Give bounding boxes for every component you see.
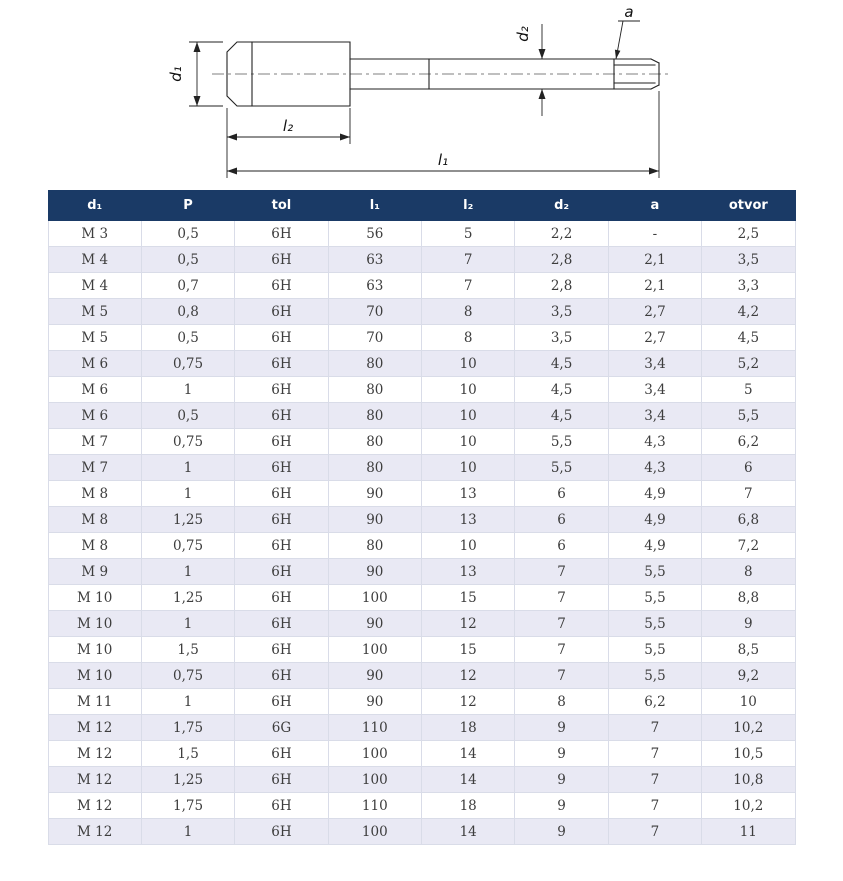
table-cell: 15 [422, 585, 515, 611]
table-cell: M 10 [48, 637, 141, 663]
table-cell: 10 [702, 689, 795, 715]
tap-drawing-svg [82, 4, 762, 186]
table-row [48, 299, 795, 325]
table-cell: 10 [422, 351, 515, 377]
table-cell: M 12 [48, 741, 141, 767]
table-cell: 0,75 [141, 351, 234, 377]
table-cell: 7 [515, 611, 608, 637]
table-row [48, 403, 795, 429]
table-cell: 2,1 [608, 273, 701, 299]
table-cell: 12 [422, 611, 515, 637]
table-cell: 5,5 [608, 611, 701, 637]
table-cell: 7 [515, 559, 608, 585]
table-cell: 7 [608, 715, 701, 741]
table-cell: 100 [328, 767, 421, 793]
table-header-cell: P [141, 191, 234, 221]
table-cell: 7 [608, 793, 701, 819]
table-cell: M 4 [48, 273, 141, 299]
table-cell: M 10 [48, 663, 141, 689]
table-cell: 7 [422, 273, 515, 299]
table-cell: 1,5 [141, 741, 234, 767]
table-cell: 6H [235, 403, 328, 429]
table-cell: 5,2 [702, 351, 795, 377]
table-cell: 6H [235, 767, 328, 793]
table-cell: 7 [515, 637, 608, 663]
table-cell: 10,2 [702, 715, 795, 741]
table-cell: 10,8 [702, 767, 795, 793]
table-cell: 4,5 [702, 325, 795, 351]
table-row [48, 351, 795, 377]
d2-label: d₂ [513, 26, 532, 42]
table-cell: 3,4 [608, 403, 701, 429]
table-cell: 90 [328, 481, 421, 507]
table-cell: 7 [515, 585, 608, 611]
technical-drawing [0, 0, 843, 188]
table-row [48, 689, 795, 715]
table-cell: 90 [328, 611, 421, 637]
table-cell: 2,5 [702, 221, 795, 247]
table-cell: 6,8 [702, 507, 795, 533]
table-cell: 10,5 [702, 741, 795, 767]
table-cell: 7 [608, 819, 701, 845]
table-cell: 1 [141, 377, 234, 403]
table-cell: 0,75 [141, 663, 234, 689]
table-cell: 6H [235, 299, 328, 325]
table-cell: 1 [141, 611, 234, 637]
table-cell: 90 [328, 507, 421, 533]
table-cell: 6,2 [702, 429, 795, 455]
table-header-row [48, 191, 795, 221]
table-cell: 10 [422, 403, 515, 429]
table-row [48, 429, 795, 455]
table-cell: 9 [515, 767, 608, 793]
table-row [48, 533, 795, 559]
table-cell: 8,5 [702, 637, 795, 663]
table-cell: 8 [422, 299, 515, 325]
table-cell: 6H [235, 247, 328, 273]
table-header-cell: d₂ [515, 191, 608, 221]
table-cell: 5,5 [608, 559, 701, 585]
table-cell: 6H [235, 429, 328, 455]
table-cell: 100 [328, 585, 421, 611]
table-cell: 4,2 [702, 299, 795, 325]
table-cell: M 5 [48, 325, 141, 351]
table-cell: 4,5 [515, 377, 608, 403]
table-cell: 70 [328, 299, 421, 325]
table-cell: 90 [328, 663, 421, 689]
table-cell: 4,3 [608, 429, 701, 455]
table-cell: 70 [328, 325, 421, 351]
table-cell: 80 [328, 455, 421, 481]
table-cell: 4,9 [608, 507, 701, 533]
table-cell: 4,3 [608, 455, 701, 481]
table-cell: 6H [235, 481, 328, 507]
l2-label: l₂ [282, 117, 293, 135]
table-cell: 90 [328, 689, 421, 715]
table-cell: 6H [235, 819, 328, 845]
table-cell: 9 [515, 793, 608, 819]
table-row [48, 325, 795, 351]
table-cell: 6H [235, 533, 328, 559]
table-cell: 6H [235, 663, 328, 689]
table-cell: 2,8 [515, 273, 608, 299]
table-cell: 1 [141, 455, 234, 481]
table-cell: 13 [422, 559, 515, 585]
table-cell: 8 [515, 689, 608, 715]
table-cell: 6H [235, 455, 328, 481]
table-cell: 5,5 [608, 637, 701, 663]
table-row [48, 377, 795, 403]
table-cell: 7 [515, 663, 608, 689]
table-cell: 6H [235, 377, 328, 403]
table-cell: 6 [702, 455, 795, 481]
table-cell: 2,1 [608, 247, 701, 273]
table-cell: 3,5 [515, 299, 608, 325]
table-cell: 5,5 [515, 455, 608, 481]
table-cell: 1 [141, 689, 234, 715]
table-cell: 6H [235, 741, 328, 767]
table-cell: 80 [328, 533, 421, 559]
table-cell: M 8 [48, 481, 141, 507]
table-cell: 1,75 [141, 793, 234, 819]
table-cell: 0,5 [141, 325, 234, 351]
table-cell: 9 [702, 611, 795, 637]
table-cell: 7 [608, 741, 701, 767]
table-cell: M 6 [48, 403, 141, 429]
table-cell: 7 [702, 481, 795, 507]
table-cell: 3,5 [702, 247, 795, 273]
table-cell: 6H [235, 637, 328, 663]
table-cell: 100 [328, 819, 421, 845]
table-cell: M 7 [48, 429, 141, 455]
table-cell: 0,5 [141, 247, 234, 273]
table-cell: 6H [235, 325, 328, 351]
table-cell: 8,8 [702, 585, 795, 611]
table-cell: 5 [702, 377, 795, 403]
table-row [48, 455, 795, 481]
table-cell: 12 [422, 689, 515, 715]
table-cell: 8 [422, 325, 515, 351]
table-cell: 110 [328, 715, 421, 741]
table-cell: 10 [422, 455, 515, 481]
table-cell: M 6 [48, 351, 141, 377]
table-cell: 5,5 [702, 403, 795, 429]
table-cell: 3,4 [608, 377, 701, 403]
table-cell: 6H [235, 559, 328, 585]
table-row [48, 585, 795, 611]
table-cell: 6 [515, 533, 608, 559]
table-cell: 6,2 [608, 689, 701, 715]
table-header-cell: tol [235, 191, 328, 221]
table-cell: 110 [328, 793, 421, 819]
table-cell: 6G [235, 715, 328, 741]
table-cell: 63 [328, 247, 421, 273]
table-cell: 12 [422, 663, 515, 689]
table-cell: M 8 [48, 533, 141, 559]
table-cell: M 9 [48, 559, 141, 585]
table-cell: M 12 [48, 715, 141, 741]
table-cell: 18 [422, 715, 515, 741]
table-cell: 14 [422, 767, 515, 793]
table-cell: 10,2 [702, 793, 795, 819]
table-cell: 9 [515, 741, 608, 767]
table-cell: 15 [422, 637, 515, 663]
table-row [48, 793, 795, 819]
table-row [48, 221, 795, 247]
table-cell: 56 [328, 221, 421, 247]
table-cell: 13 [422, 507, 515, 533]
table-cell: 10 [422, 429, 515, 455]
table-cell: 5,5 [608, 663, 701, 689]
dimensions-table [48, 190, 796, 845]
table-cell: 13 [422, 481, 515, 507]
table-cell: 6H [235, 351, 328, 377]
table-cell: 4,9 [608, 481, 701, 507]
table-cell: 1 [141, 559, 234, 585]
dimension-d2 [514, 24, 546, 116]
table-cell: 100 [328, 637, 421, 663]
a-label: a [623, 4, 634, 21]
table-cell: - [608, 221, 701, 247]
table-row [48, 507, 795, 533]
table-cell: 0,5 [141, 221, 234, 247]
table-cell: 3,5 [515, 325, 608, 351]
table-cell: 7 [608, 767, 701, 793]
table-cell: 7 [422, 247, 515, 273]
table-cell: 1,5 [141, 637, 234, 663]
table-cell: 10 [422, 377, 515, 403]
table-cell: 2,2 [515, 221, 608, 247]
table-cell: 6H [235, 507, 328, 533]
table-cell: 6H [235, 611, 328, 637]
table-header-cell: d₁ [48, 191, 141, 221]
table-cell: M 10 [48, 585, 141, 611]
table-cell: M 12 [48, 767, 141, 793]
table-cell: 80 [328, 351, 421, 377]
table-row [48, 273, 795, 299]
table-cell: 6H [235, 221, 328, 247]
table-cell: 80 [328, 429, 421, 455]
d1-label: d₁ [166, 66, 185, 82]
table-cell: 2,7 [608, 325, 701, 351]
table-row [48, 247, 795, 273]
table-cell: 6H [235, 793, 328, 819]
table-cell: M 11 [48, 689, 141, 715]
table-cell: 10 [422, 533, 515, 559]
table-cell: M 4 [48, 247, 141, 273]
table-cell: 100 [328, 741, 421, 767]
table-cell: 3,3 [702, 273, 795, 299]
table-cell: 9 [515, 819, 608, 845]
table-cell: 1,25 [141, 585, 234, 611]
table-cell: 4,9 [608, 533, 701, 559]
table-row [48, 559, 795, 585]
table-cell: 7,2 [702, 533, 795, 559]
table-cell: 2,8 [515, 247, 608, 273]
table-cell: 4,5 [515, 351, 608, 377]
table-row [48, 663, 795, 689]
table-cell: 80 [328, 403, 421, 429]
table-cell: 9 [515, 715, 608, 741]
table-cell: 8 [702, 559, 795, 585]
table-cell: 80 [328, 377, 421, 403]
table-cell: M 10 [48, 611, 141, 637]
table-cell: M 7 [48, 455, 141, 481]
table-cell: 4,5 [515, 403, 608, 429]
table-cell: M 12 [48, 793, 141, 819]
table-cell: 1 [141, 819, 234, 845]
table-row [48, 637, 795, 663]
table-row [48, 819, 795, 845]
table-cell: 1 [141, 481, 234, 507]
table-cell: 0,8 [141, 299, 234, 325]
table-row [48, 715, 795, 741]
table-cell: 0,5 [141, 403, 234, 429]
table-cell: M 6 [48, 377, 141, 403]
table-cell: 90 [328, 559, 421, 585]
table-cell: 1,25 [141, 767, 234, 793]
table-cell: 63 [328, 273, 421, 299]
table-header-cell: otvor [702, 191, 795, 221]
table-cell: 0,7 [141, 273, 234, 299]
table-row [48, 611, 795, 637]
table-cell: 5,5 [608, 585, 701, 611]
table-row [48, 767, 795, 793]
table-cell: 18 [422, 793, 515, 819]
table-row [48, 741, 795, 767]
table-cell: 6 [515, 507, 608, 533]
table-cell: M 3 [48, 221, 141, 247]
table-cell: 9,2 [702, 663, 795, 689]
table-cell: 5 [422, 221, 515, 247]
table-cell: 1,25 [141, 507, 234, 533]
table-header-cell: l₂ [422, 191, 515, 221]
dimension-l2 [227, 108, 350, 144]
table-cell: 14 [422, 741, 515, 767]
table-cell: 6H [235, 585, 328, 611]
table-cell: 0,75 [141, 533, 234, 559]
table-cell: 11 [702, 819, 795, 845]
table-cell: M 5 [48, 299, 141, 325]
table-cell: M 12 [48, 819, 141, 845]
table-cell: 5,5 [515, 429, 608, 455]
table-cell: 3,4 [608, 351, 701, 377]
table-header-cell: l₁ [328, 191, 421, 221]
table-row [48, 481, 795, 507]
table-cell: 2,7 [608, 299, 701, 325]
l1-label: l₁ [437, 151, 448, 169]
table-cell: 0,75 [141, 429, 234, 455]
table-cell: 1,75 [141, 715, 234, 741]
table-cell: 6H [235, 689, 328, 715]
table-header-cell: a [608, 191, 701, 221]
table-cell: 6H [235, 273, 328, 299]
table-cell: M 8 [48, 507, 141, 533]
dimension-a [614, 4, 639, 59]
table-cell: 14 [422, 819, 515, 845]
table-cell: 6 [515, 481, 608, 507]
table-body [48, 221, 795, 845]
